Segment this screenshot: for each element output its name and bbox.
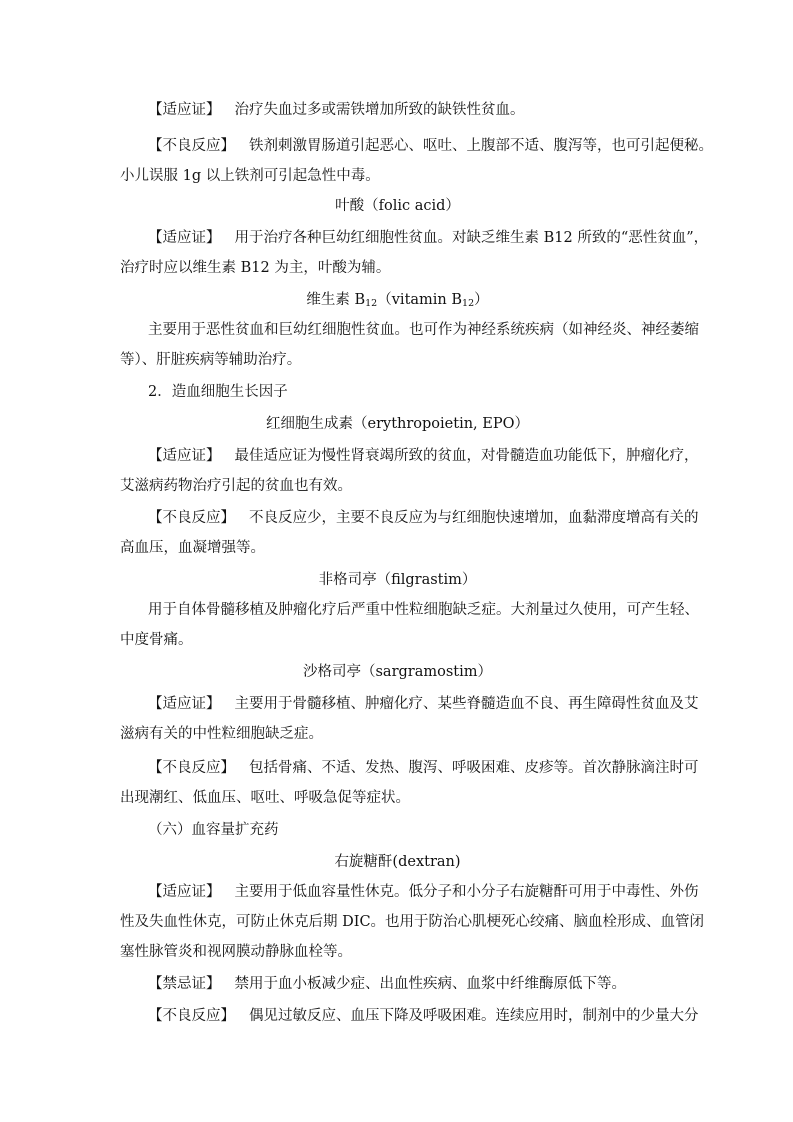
drug-heading-dextran: 右旋糖酐(dextran) (334, 854, 461, 870)
paragraph-continuation: 中度骨痛。 (120, 632, 193, 648)
drug-heading-folic-acid: 叶酸（folic acid） (335, 198, 460, 214)
paragraph-sargramostim-indications (120, 694, 699, 714)
paragraph-continuation: 艾滋病药物治疗引起的贫血也有效。 (120, 478, 352, 494)
section-label: 【不良反应】 (148, 138, 235, 154)
paragraph-text: 偶见过敏反应、血压下降及呼吸困难。连续应用时，制剂中的少量大分 (249, 1008, 699, 1024)
section-label: 【禁忌证】 (148, 976, 221, 992)
paragraph-text: 治疗失血过多或需铁增加所致的缺铁性贫血。 (234, 102, 525, 118)
section-label: 【适应证】 (148, 884, 221, 900)
paragraph-text: 主要用于低血容量性休克。低分子和小分子右旋糖酐可用于中毒性、外伤 (234, 884, 699, 900)
paragraph-continuation: 等）、肝脏疾病等辅助治疗。 (120, 352, 302, 368)
heading-part: ） (474, 292, 489, 308)
paragraph-text: 不良反应少，主要不良反应为与红细胞快速增加，血黏滞度增高有关的 (249, 510, 699, 526)
heading-part: 维生素 B (306, 292, 366, 308)
paragraph-continuation: 滋病有关的中性粒细胞缺乏症。 (120, 726, 323, 742)
paragraph-continuation: 高血压，血凝增强等。 (120, 540, 265, 556)
paragraph-dextran-adverse (120, 1006, 699, 1026)
paragraph-continuation: 小儿误服 1g 以上铁剂可引起急性中毒。 (120, 168, 380, 184)
section-label: 【不良反应】 (148, 510, 235, 526)
paragraph-continuation: 出现潮红、低血压、呕吐、呼吸急促等症状。 (120, 790, 410, 806)
drug-heading-filgrastim: 非格司亭（filgrastim） (318, 572, 477, 588)
paragraph-dextran-indications (120, 882, 699, 902)
heading-subscript: 12 (462, 298, 475, 309)
paragraph-text: 包括骨痛、不适、发热、腹泻、呼吸困难、皮疹等。首次静脉滴注时可 (249, 760, 699, 776)
subsection-heading-volume-expanders: （六）血容量扩充药 (148, 822, 279, 838)
section-label: 【不良反应】 (148, 1008, 235, 1024)
paragraph-continuation: 治疗时应以维生素 B12 为主，叶酸为辅。 (120, 260, 391, 276)
section-label: 【适应证】 (148, 696, 221, 712)
paragraph-folic-indications (120, 228, 709, 248)
drug-heading-sargramostim: 沙格司亭（sargramostim） (302, 664, 492, 680)
drug-heading-epo: 红细胞生成素（erythropoietin, EPO） (265, 416, 529, 432)
subsection-heading-growth-factors: 2．造血细胞生长因子 (148, 384, 288, 400)
paragraph-text: 铁剂刺激胃肠道引起恶心、呕吐、上腹部不适、腹泻等，也可引起便秘。 (249, 138, 713, 154)
paragraph-epo-indications (120, 446, 699, 466)
paragraph-iron-adverse (120, 136, 713, 156)
paragraph-b12-uses: 主要用于恶性贫血和巨幼红细胞性贫血。也可作为神经系统疾病（如神经炎、神经萎缩 (148, 322, 699, 338)
paragraph-text: 最佳适应证为慢性肾衰竭所致的贫血，对骨髓造血功能低下，肿瘤化疗， (234, 448, 699, 464)
section-label: 【适应证】 (148, 448, 221, 464)
paragraph-text: 禁用于血小板减少症、出血性疾病、血浆中纤维酶原低下等。 (234, 976, 626, 992)
paragraph-dextran-contraindications (120, 974, 675, 994)
section-label: 【适应证】 (148, 230, 221, 246)
paragraph-iron-indications (120, 100, 675, 120)
paragraph-continuation: 性及失血性休克，可防止休克后期 DIC。也用于防治心肌梗死心绞痛、脑血栓形成、血管闭 (120, 914, 705, 930)
paragraph-sargramostim-adverse (120, 758, 699, 778)
paragraph-continuation: 塞性脉管炎和视网膜动静脉血栓等。 (120, 944, 352, 960)
heading-subscript: 12 (365, 298, 378, 309)
section-label: 【不良反应】 (148, 760, 235, 776)
drug-heading-vitamin-b12 (120, 290, 675, 314)
heading-part: （vitamin B (377, 292, 463, 308)
paragraph-text: 用于治疗各种巨幼红细胞性贫血。对缺乏维生素 B12 所致的“恶性贫血”， (234, 230, 709, 246)
section-label: 【适应证】 (148, 102, 221, 118)
paragraph-text: 主要用于骨髓移植、肿瘤化疗、某些脊髓造血不良、再生障碍性贫血及艾 (234, 696, 699, 712)
paragraph-epo-adverse (120, 508, 699, 528)
paragraph-filgrastim-uses: 用于自体骨髓移植及肿瘤化疗后严重中性粒细胞缺乏症。大剂量过久使用，可产生轻、 (148, 602, 699, 618)
